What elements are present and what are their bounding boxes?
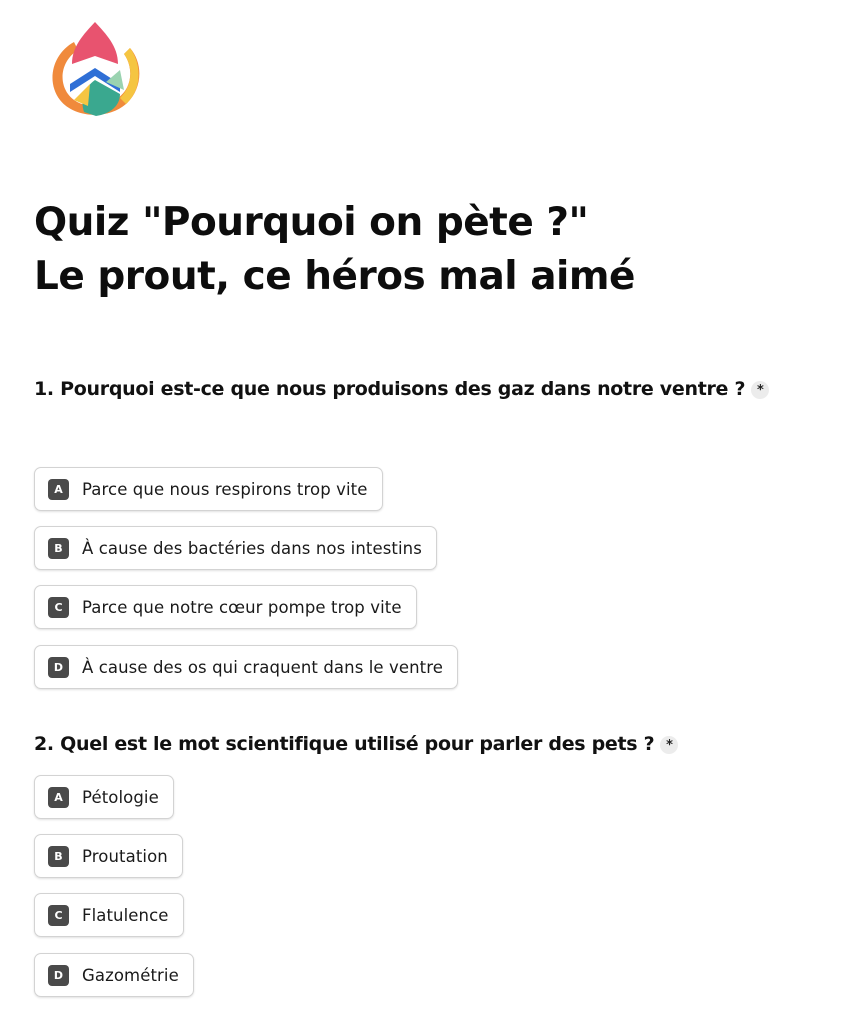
option-key: A: [48, 479, 69, 500]
question-1: [34, 376, 834, 677]
option-label: Gazométrie: [82, 965, 179, 985]
option-label: Pétologie: [82, 787, 159, 807]
option-1-a[interactable]: [34, 467, 383, 511]
option-key: B: [48, 538, 69, 559]
page-title: [34, 196, 635, 304]
option-key: C: [48, 905, 69, 926]
question-text: [34, 731, 834, 757]
option-key: C: [48, 597, 69, 618]
option-key: D: [48, 965, 69, 986]
option-label: À cause des bactéries dans nos intestins: [82, 538, 422, 558]
option-1-d[interactable]: [34, 645, 458, 689]
option-label: Flatulence: [82, 905, 169, 925]
option-2-d[interactable]: [34, 953, 194, 997]
question-2-text: 2. Quel est le mot scientifique utilisé pour parler des pets ?: [34, 733, 655, 755]
option-key: D: [48, 657, 69, 678]
drop-flame-logo-icon: [44, 20, 146, 122]
option-key: A: [48, 787, 69, 808]
required-marker: *: [660, 736, 678, 754]
option-key: B: [48, 846, 69, 867]
question-text: [34, 376, 834, 402]
title-line-1: Quiz "Pourquoi on pète ?": [34, 200, 589, 245]
option-label: Parce que notre cœur pompe trop vite: [82, 597, 402, 617]
option-label: À cause des os qui craquent dans le ventre: [82, 657, 444, 677]
option-2-b[interactable]: [34, 834, 183, 878]
option-1-c[interactable]: [34, 585, 417, 629]
required-marker: *: [751, 381, 769, 399]
brand-logo: [44, 20, 146, 122]
question-1-text: 1. Pourquoi est-ce que nous produisons des gaz dans notre ventre ?: [34, 378, 746, 400]
option-2-c[interactable]: [34, 893, 184, 937]
option-label: Proutation: [82, 846, 168, 866]
option-1-b[interactable]: [34, 526, 437, 570]
option-2-a[interactable]: [34, 775, 174, 819]
option-label: Parce que nous respirons trop vite: [82, 479, 368, 499]
question-2: [34, 731, 834, 985]
title-line-2: Le prout, ce héros mal aimé: [34, 254, 635, 299]
